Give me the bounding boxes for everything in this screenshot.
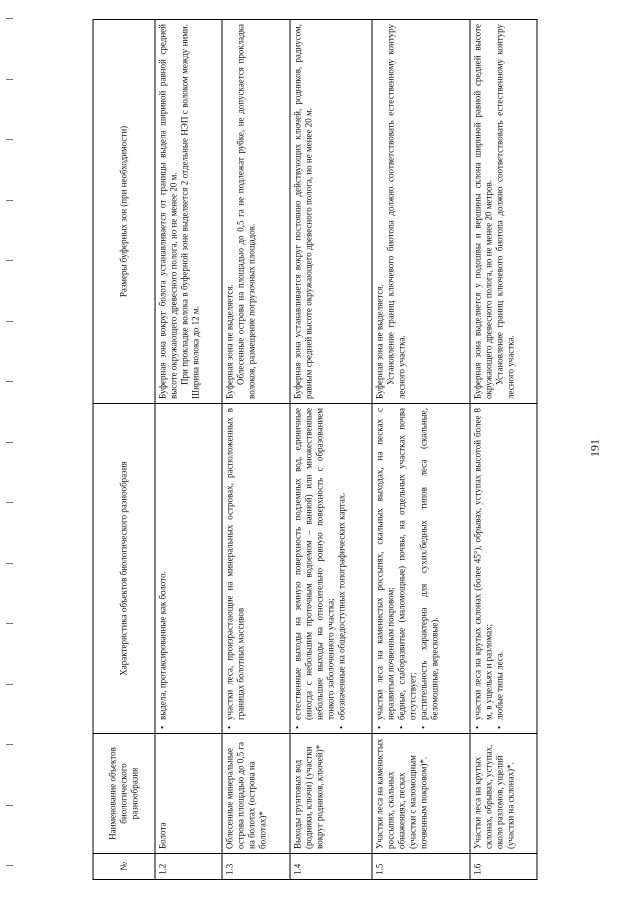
buffer-paragraph: Буферная зона устанавливается вокруг постоянно действующих ключей, родников, радиусом, равным средней высоте окружающего древесного полога, но не менее 20 м. (292, 24, 314, 399)
table-row (290, 20, 372, 880)
buffer-zone (290, 20, 372, 404)
table-header-row (93, 20, 155, 880)
object-name: Болота (155, 734, 222, 854)
buffer-paragraph: Буферная зона не выделяется. (224, 284, 235, 399)
characteristics (372, 404, 470, 734)
characteristic-item: • бедные, слаборазвитые (маломощные) почвы, на отдельных участках почва отсутствует; (397, 408, 419, 729)
table-row (155, 20, 222, 880)
characteristics-list (158, 408, 169, 729)
buffer-paragraph: Буферная зона вокруг болота устанавливается от границы выдела шириной равной средней высоте окружающего древесного полога, но не менее 20 м. (157, 24, 179, 399)
characteristic-item: • естественные выходы на земную поверхность подземных вод, единичные (иногда с небольшим проточным водоемом – ванной) или множественные небольшие выходы на относительно ровную поверхность с образованием тонкого заболоченного участка; (292, 408, 336, 729)
edge-mark (6, 623, 13, 624)
header-buffer-zone: Размеры буферных зон (при необходимости) (93, 20, 155, 404)
characteristic-item: • участки леса на крутых склонах (более 45°), обрывах, уступах высотой более 8 м, в ущельях и разломах; (472, 408, 494, 729)
table-body (155, 20, 537, 880)
edge-mark (6, 381, 13, 382)
characteristic-item: • любые типы леса. (494, 408, 505, 729)
buffer-paragraph: Установление границ ключевого биотопа должно соответствовать естественному контуру лесного участка. (494, 24, 516, 399)
characteristics (470, 404, 537, 734)
characteristics (155, 404, 222, 734)
row-number: 1.6 (470, 854, 537, 880)
row-number: 1.3 (222, 854, 289, 880)
object-name: Участки леса на каменистых россыпях, скальных обнажениях, песках (участки с маломощным почвенным покровом)*. (372, 734, 470, 854)
edge-mark (6, 18, 13, 19)
table-row (470, 20, 537, 880)
buffer-paragraph: Буферная зона выделяется у подошвы и вершины склона шириной равной средней высоте окружающего древесного полога, но не менее 20 метров. (472, 24, 494, 399)
edge-mark (6, 79, 13, 80)
edge-mark (6, 502, 13, 503)
object-name: Участки леса на крутых склонах, обрывах, уступах, около разломов, ущелий (участки на склонах)*. (470, 734, 537, 854)
header-object-name: Наименование объектов биологического разнообразия (93, 734, 155, 854)
edge-mark (6, 200, 13, 201)
characteristics-list (292, 408, 347, 729)
buffer-paragraph: Установление границ ключевого биотопа должно соответствовать естественному контуру лесного участка. (385, 24, 407, 399)
header-characteristics: Характеристика объектов биологического разнообразия (93, 404, 155, 734)
edge-mark (6, 321, 13, 322)
row-number: 1.2 (155, 854, 222, 880)
buffer-zone (155, 20, 222, 404)
characteristics-list (472, 408, 505, 729)
object-name: Облесенные минеральные острова площадью до 0,5 га на болотах (острова на болотах)* (222, 734, 289, 854)
buffer-zone (222, 20, 289, 404)
edge-mark (6, 744, 13, 745)
characteristic-item: • участки леса, произрастающие на минеральных островах, расположенных в границах болотных массивов (225, 408, 247, 729)
characteristic-item: • обозначенные на общедоступных топографических картах. (336, 408, 347, 729)
edge-mark (6, 139, 13, 140)
buffer-paragraph: Облесенные острова на площадью до 0,5 га не подлежат рубке, не допускается прокладка волоков, размещение погрузочных площадок. (235, 24, 257, 399)
characteristic-item: • выдела, протаксированные как болото. (158, 408, 169, 729)
edge-mark (6, 260, 13, 261)
table-row (372, 20, 470, 880)
buffer-paragraph: При прокладке волока в буферной зоне выделяется 2 отдельные НЭП с волоком между ними. Ширина волока до 12 м. (179, 24, 201, 399)
buffer-paragraph: Буферная зона не выделяется. (374, 284, 385, 399)
characteristics (222, 404, 289, 734)
row-number: 1.4 (290, 854, 372, 880)
object-name: Выходы грунтовых вод (родники, ключи) (участки вокруг родников, ключей)* (290, 734, 372, 854)
characteristic-item: • участки леса на каменистых россыпях, скальных выходах, на песках с неразвитым почвенным покровом; (375, 408, 397, 729)
edge-mark (6, 684, 13, 685)
page-edge-marks (0, 0, 20, 905)
edge-mark (6, 865, 13, 866)
characteristics (290, 404, 372, 734)
biotope-table (93, 19, 538, 880)
table-row (222, 20, 289, 880)
edge-mark (6, 442, 13, 443)
characteristics-list (225, 408, 247, 729)
row-number: 1.5 (372, 854, 470, 880)
characteristics-list (375, 408, 441, 729)
edge-mark (6, 805, 13, 806)
rotated-table-wrapper (93, 20, 538, 880)
buffer-zone (470, 20, 537, 404)
characteristic-item: • растительность характерна для сухих/бедных типов леса (скальные, беломошные, вересковые). (418, 408, 440, 729)
buffer-zone (372, 20, 470, 404)
header-number: № (93, 854, 155, 880)
page-number: 191 (587, 439, 602, 457)
edge-mark (6, 563, 13, 564)
